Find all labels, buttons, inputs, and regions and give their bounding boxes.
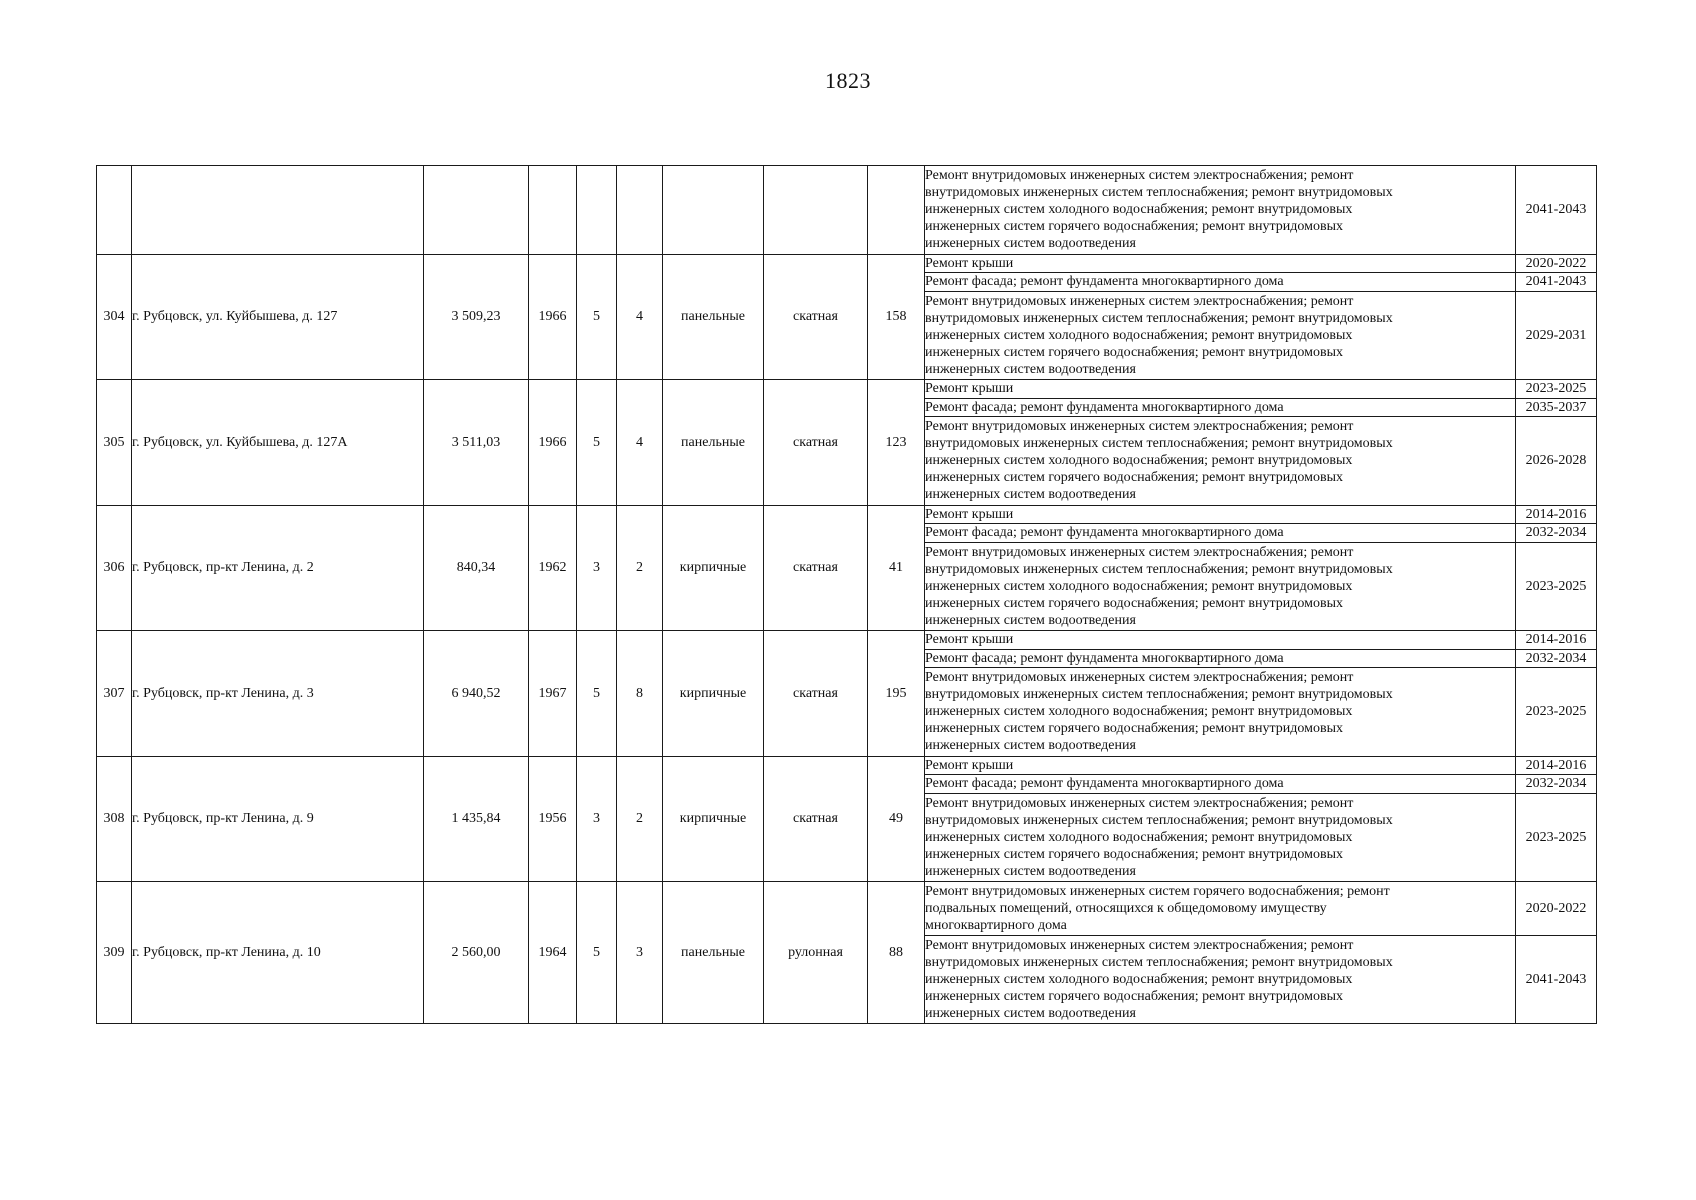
table-row <box>97 882 1597 936</box>
wall-material-cell: панельные <box>663 882 764 1024</box>
year-built-cell: 1962 <box>529 505 577 631</box>
work-period-cell: 2020-2022 <box>1516 254 1597 273</box>
year-built-cell <box>529 166 577 255</box>
wall-material-cell: кирпичные <box>663 756 764 882</box>
residents-cell: 41 <box>868 505 925 631</box>
house-number-cell: 308 <box>97 756 132 882</box>
work-description-cell: Ремонт фасада; ремонт фундамента многоквартирного дома <box>925 398 1516 417</box>
table-row <box>97 756 1597 775</box>
floors-cell: 3 <box>577 505 617 631</box>
floors-cell: 5 <box>577 882 617 1024</box>
wall-material-cell <box>663 166 764 255</box>
work-description-cell: Ремонт крыши <box>925 380 1516 399</box>
work-period-cell: 2023-2025 <box>1516 793 1597 882</box>
work-period-cell: 2032-2034 <box>1516 649 1597 668</box>
work-period-cell: 2023-2025 <box>1516 668 1597 757</box>
entrances-cell: 2 <box>617 756 663 882</box>
wall-material-cell: панельные <box>663 380 764 506</box>
table-row <box>97 505 1597 524</box>
table-row <box>97 380 1597 399</box>
roof-type-cell: скатная <box>764 631 868 757</box>
year-built-cell: 1967 <box>529 631 577 757</box>
entrances-cell: 4 <box>617 254 663 380</box>
residents-cell: 49 <box>868 756 925 882</box>
area-cell: 6 940,52 <box>424 631 529 757</box>
address-cell: г. Рубцовск, пр-кт Ленина, д. 9 <box>132 756 424 882</box>
work-period-cell: 2041-2043 <box>1516 273 1597 292</box>
work-description-cell: Ремонт крыши <box>925 631 1516 650</box>
area-cell: 840,34 <box>424 505 529 631</box>
house-number-cell: 304 <box>97 254 132 380</box>
house-number-cell: 305 <box>97 380 132 506</box>
roof-type-cell: скатная <box>764 505 868 631</box>
year-built-cell: 1964 <box>529 882 577 1024</box>
floors-cell <box>577 166 617 255</box>
work-period-cell: 2035-2037 <box>1516 398 1597 417</box>
work-period-cell: 2014-2016 <box>1516 505 1597 524</box>
entrances-cell <box>617 166 663 255</box>
year-built-cell: 1966 <box>529 254 577 380</box>
area-cell: 3 509,23 <box>424 254 529 380</box>
work-period-cell: 2023-2025 <box>1516 380 1597 399</box>
house-number-cell: 306 <box>97 505 132 631</box>
wall-material-cell: панельные <box>663 254 764 380</box>
table-row <box>97 631 1597 650</box>
work-description-cell: Ремонт крыши <box>925 254 1516 273</box>
work-description-cell: Ремонт внутридомовых инженерных систем электроснабжения; ремонт внутридомовых инженерных систем теплоснабжения; ремонт внутридомовых инженерных систем холодного водоснабжения; ремонт внутридомовых инженерных систем горячего водоснабжения; ремонт внутридомовых инженерных систем водоотведения <box>925 668 1516 757</box>
work-period-cell: 2023-2025 <box>1516 542 1597 631</box>
work-description-cell: Ремонт внутридомовых инженерных систем электроснабжения; ремонт внутридомовых инженерных систем теплоснабжения; ремонт внутридомовых инженерных систем холодного водоснабжения; ремонт внутридомовых инженерных систем горячего водоснабжения; ремонт внутридомовых инженерных систем водоотведения <box>925 793 1516 882</box>
floors-cell: 5 <box>577 254 617 380</box>
floors-cell: 3 <box>577 756 617 882</box>
work-description-cell: Ремонт фасада; ремонт фундамента многоквартирного дома <box>925 524 1516 543</box>
area-cell: 2 560,00 <box>424 882 529 1024</box>
area-cell: 1 435,84 <box>424 756 529 882</box>
work-description-cell: Ремонт крыши <box>925 505 1516 524</box>
work-period-cell: 2041-2043 <box>1516 166 1597 255</box>
work-description-cell: Ремонт фасада; ремонт фундамента многоквартирного дома <box>925 273 1516 292</box>
work-description-cell: Ремонт фасада; ремонт фундамента многоквартирного дома <box>925 775 1516 794</box>
entrances-cell: 3 <box>617 882 663 1024</box>
work-period-cell: 2032-2034 <box>1516 524 1597 543</box>
work-description-cell: Ремонт внутридомовых инженерных систем горячего водоснабжения; ремонт подвальных помещений, относящихся к общедомовому имуществу многоквартирного дома <box>925 882 1516 936</box>
table-row <box>97 166 1597 255</box>
roof-type-cell: скатная <box>764 254 868 380</box>
work-description-cell: Ремонт фасада; ремонт фундамента многоквартирного дома <box>925 649 1516 668</box>
work-period-cell: 2041-2043 <box>1516 935 1597 1024</box>
wall-material-cell: кирпичные <box>663 631 764 757</box>
work-period-cell: 2029-2031 <box>1516 291 1597 380</box>
roof-type-cell: рулонная <box>764 882 868 1024</box>
house-number-cell <box>97 166 132 255</box>
area-cell <box>424 166 529 255</box>
work-description-cell: Ремонт внутридомовых инженерных систем электроснабжения; ремонт внутридомовых инженерных систем теплоснабжения; ремонт внутридомовых инженерных систем холодного водоснабжения; ремонт внутридомовых инженерных систем горячего водоснабжения; ремонт внутридомовых инженерных систем водоотведения <box>925 291 1516 380</box>
work-period-cell: 2014-2016 <box>1516 631 1597 650</box>
wall-material-cell: кирпичные <box>663 505 764 631</box>
address-cell <box>132 166 424 255</box>
house-number-cell: 309 <box>97 882 132 1024</box>
floors-cell: 5 <box>577 380 617 506</box>
residents-cell: 158 <box>868 254 925 380</box>
work-period-cell: 2032-2034 <box>1516 775 1597 794</box>
entrances-cell: 8 <box>617 631 663 757</box>
page-number: 1823 <box>825 68 871 93</box>
address-cell: г. Рубцовск, ул. Куйбышева, д. 127А <box>132 380 424 506</box>
year-built-cell: 1956 <box>529 756 577 882</box>
area-cell: 3 511,03 <box>424 380 529 506</box>
work-description-cell: Ремонт внутридомовых инженерных систем электроснабжения; ремонт внутридомовых инженерных систем теплоснабжения; ремонт внутридомовых инженерных систем холодного водоснабжения; ремонт внутридомовых инженерных систем горячего водоснабжения; ремонт внутридомовых инженерных систем водоотведения <box>925 935 1516 1024</box>
house-number-cell: 307 <box>97 631 132 757</box>
work-description-cell: Ремонт внутридомовых инженерных систем электроснабжения; ремонт внутридомовых инженерных систем теплоснабжения; ремонт внутридомовых инженерных систем холодного водоснабжения; ремонт внутридомовых инженерных систем горячего водоснабжения; ремонт внутридомовых инженерных систем водоотведения <box>925 417 1516 506</box>
residents-cell: 88 <box>868 882 925 1024</box>
work-period-cell: 2014-2016 <box>1516 756 1597 775</box>
address-cell: г. Рубцовск, пр-кт Ленина, д. 10 <box>132 882 424 1024</box>
roof-type-cell: скатная <box>764 756 868 882</box>
residents-cell: 195 <box>868 631 925 757</box>
year-built-cell: 1966 <box>529 380 577 506</box>
work-description-cell: Ремонт внутридомовых инженерных систем электроснабжения; ремонт внутридомовых инженерных систем теплоснабжения; ремонт внутридомовых инженерных систем холодного водоснабжения; ремонт внутридомовых инженерных систем горячего водоснабжения; ремонт внутридомовых инженерных систем водоотведения <box>925 166 1516 255</box>
residents-cell: 123 <box>868 380 925 506</box>
work-description-cell: Ремонт внутридомовых инженерных систем электроснабжения; ремонт внутридомовых инженерных систем теплоснабжения; ремонт внутридомовых инженерных систем холодного водоснабжения; ремонт внутридомовых инженерных систем горячего водоснабжения; ремонт внутридомовых инженерных систем водоотведения <box>925 542 1516 631</box>
table-row <box>97 254 1597 273</box>
address-cell: г. Рубцовск, пр-кт Ленина, д. 2 <box>132 505 424 631</box>
residents-cell <box>868 166 925 255</box>
entrances-cell: 4 <box>617 380 663 506</box>
registry-table <box>96 165 1597 1024</box>
address-cell: г. Рубцовск, пр-кт Ленина, д. 3 <box>132 631 424 757</box>
floors-cell: 5 <box>577 631 617 757</box>
work-period-cell: 2020-2022 <box>1516 882 1597 936</box>
registry-body <box>97 166 1597 1024</box>
roof-type-cell: скатная <box>764 380 868 506</box>
work-period-cell: 2026-2028 <box>1516 417 1597 506</box>
address-cell: г. Рубцовск, ул. Куйбышева, д. 127 <box>132 254 424 380</box>
entrances-cell: 2 <box>617 505 663 631</box>
work-description-cell: Ремонт крыши <box>925 756 1516 775</box>
roof-type-cell <box>764 166 868 255</box>
